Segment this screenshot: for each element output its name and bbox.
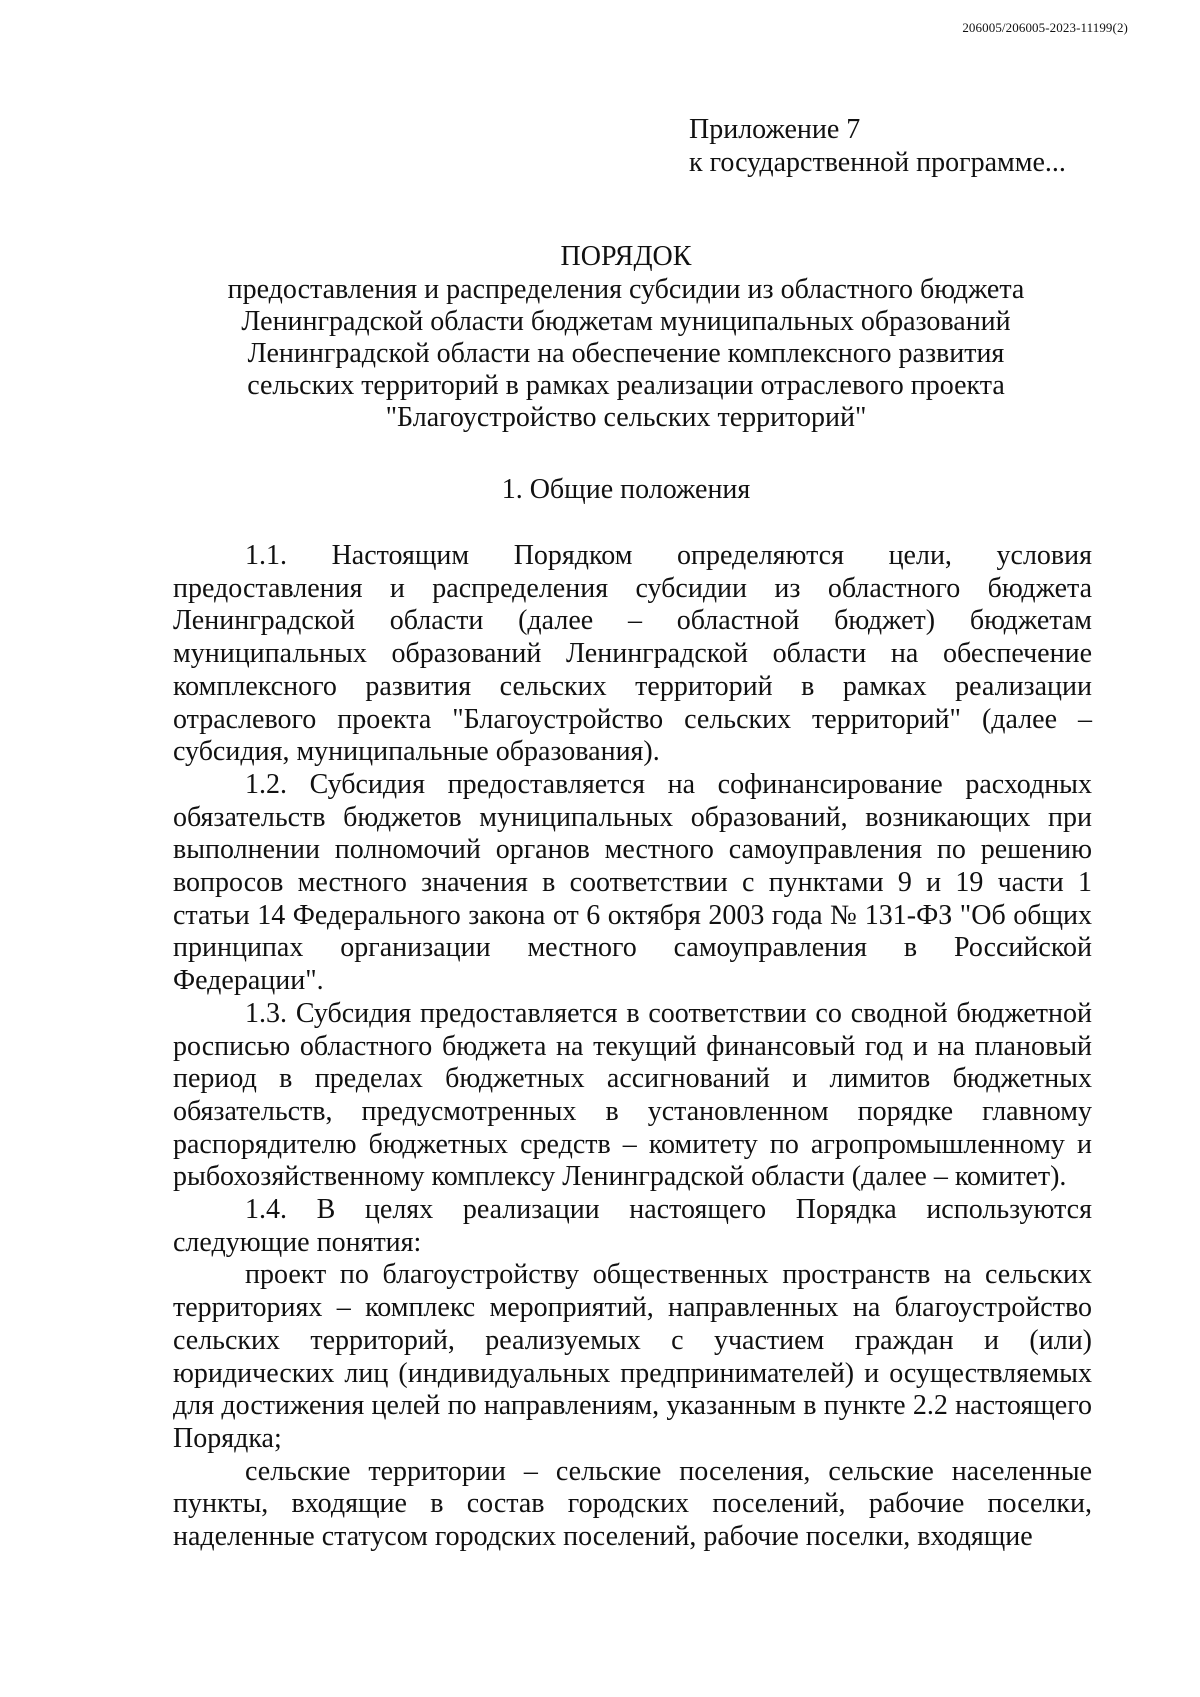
paragraph-1-1: 1.1. Настоящим Порядком определяются цели, условия предоставления и распределения субсидии из областного бюджета Ленинградской области (далее – областной бюджет) бюджетам муниципальных образований Ленинградской области на обеспечение комплексного развития сельских территорий в рамках реализации отраслевого проекта "Благоустройство сельских территорий" (далее – субсидия, муниципальные образования). xyxy=(173,540,1092,768)
document-title xyxy=(160,241,1092,434)
document-body xyxy=(173,540,1092,1554)
paragraph-1-3: 1.3. Субсидия предоставляется в соответствии со сводной бюджетной росписью областного бюджета на текущий финансовый год и на плановый период в пределах бюджетных ассигнований и лимитов бюджетных обязательств, предусмотренных в установленном порядке главному распорядителю бюджетных средств – комитету по агропромышленному и рыбохозяйственному комплексу Ленинградской области (далее – комитет). xyxy=(173,997,1092,1193)
appendix-line-2: к государственной программе... xyxy=(689,147,1066,178)
title-subtitle-line: "Благоустройство сельских территорий" xyxy=(385,402,867,433)
definition-rural-territories: сельские территории – сельские поселения, сельские населенные пункты, входящие в состав городских поселений, рабочие поселки, наделенные статусом городских поселений, рабочие поселки, входящие xyxy=(173,1455,1092,1553)
paragraph-1-4: 1.4. В целях реализации настоящего Порядка используются следующие понятия: xyxy=(173,1194,1092,1258)
title-subtitle-line: Ленинградской области бюджетам муниципальных образований xyxy=(241,306,1011,337)
definition-project: проект по благоустройству общественных пространств на сельских территориях – комплекс мероприятий, направленных на благоустройство сельских территорий, реализуемых с участием граждан и (или) юридических лиц (индивидуальных предпринимателей) и осуществляемых для достижения целей по направлениям, указанным в пункте 2.2 настоящего Порядка; xyxy=(173,1259,1092,1454)
title-subtitle-line: сельских территорий в рамках реализации отраслевого проекта xyxy=(247,370,1005,401)
title-subtitle-line: предоставления и распределения субсидии из областного бюджета xyxy=(227,274,1025,305)
document-registration-code: 206005/206005-2023-11199(2) xyxy=(962,20,1128,35)
appendix-line-1: Приложение 7 xyxy=(689,114,861,145)
section-heading: 1. Общие положения xyxy=(501,474,751,505)
appendix-note xyxy=(689,113,1066,179)
title-subtitle-line: Ленинградской области на обеспечение комплексного развития xyxy=(247,338,1005,369)
title-heading: ПОРЯДОК xyxy=(560,241,692,272)
paragraph-1-2: 1.2. Субсидия предоставляется на софинансирование расходных обязательств бюджетов муниципальных образований, возникающих при выполнении полномочий органов местного самоуправления по решению вопросов местного значения в соответствии с пунктами 9 и 19 части 1 статьи 14 Федерального закона от 6 октября 2003 года № 131-ФЗ "Об общих принципах организации местного самоуправления в Российской Федерации". xyxy=(173,768,1092,997)
